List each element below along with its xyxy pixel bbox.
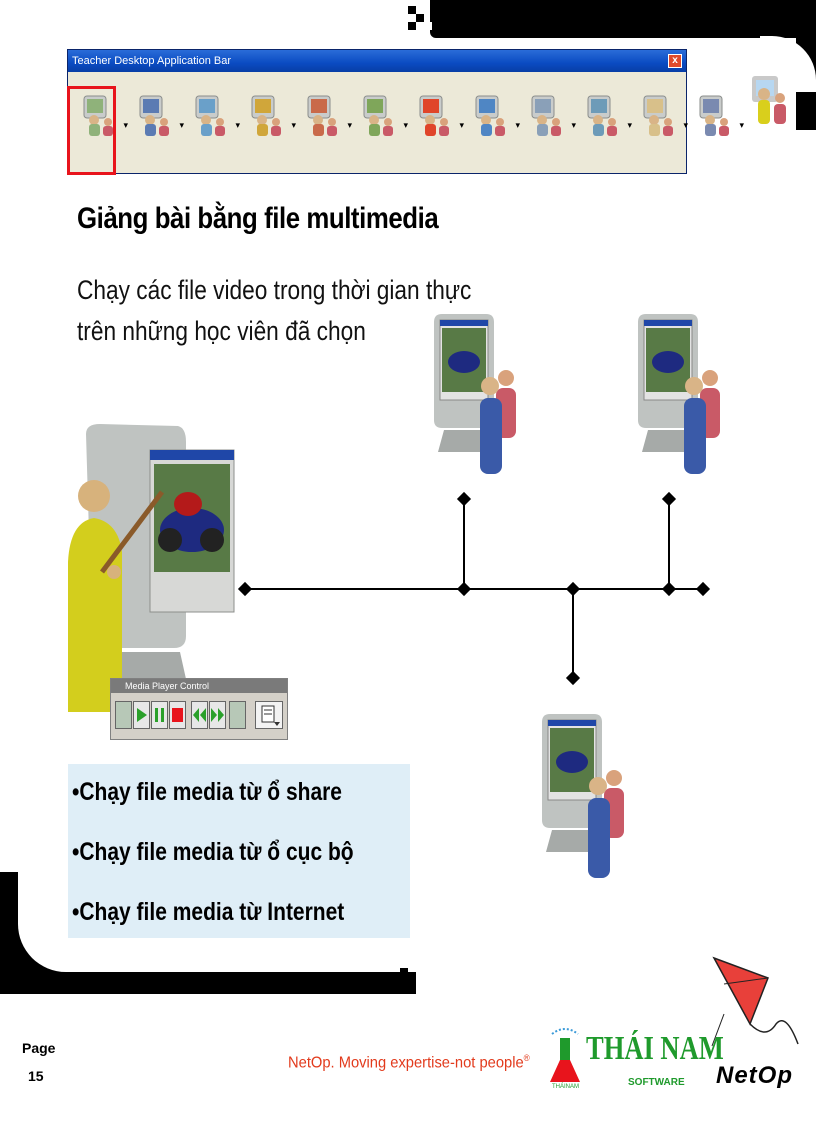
teach-icon[interactable]: ▾ <box>242 86 298 148</box>
page-label: Page <box>22 1040 56 1056</box>
netop-kite-icon <box>706 954 806 1064</box>
slogan-text: NetOp. Moving expertise-not people <box>288 1054 524 1072</box>
network-icon[interactable]: ▾ <box>690 86 746 148</box>
network-node <box>566 671 580 685</box>
monitor-view-icon[interactable]: ▾ <box>578 86 634 148</box>
media-player-title: Media Player Control <box>111 679 287 693</box>
media-play-button[interactable] <box>133 701 150 729</box>
student-computer-1 <box>430 312 520 474</box>
network-link-1 <box>463 499 465 589</box>
toolbar-icon-row <box>74 86 746 148</box>
media-playlist-icon[interactable] <box>255 701 283 729</box>
transfer-icon[interactable]: ▾ <box>466 86 522 148</box>
page-number: 15 <box>28 1068 44 1084</box>
media-forward-button[interactable] <box>209 701 226 729</box>
network-node <box>662 582 676 596</box>
netop-slogan <box>288 1053 530 1072</box>
students-corner-icon <box>750 72 794 126</box>
network-link-3 <box>572 589 574 678</box>
teacher-present-icon[interactable]: ▾ <box>74 86 130 148</box>
slide-heading: Giảng bài bằng file multimedia <box>77 202 439 235</box>
media-rewind-button[interactable] <box>191 701 208 729</box>
users-icon[interactable]: ▾ <box>298 86 354 148</box>
media-stop-button[interactable] <box>169 701 186 729</box>
thainam-brand: THÁI NAM <box>586 1030 724 1067</box>
network-bus-line <box>245 588 703 590</box>
network-node <box>662 492 676 506</box>
media-eject-icon[interactable] <box>115 701 132 729</box>
monitor-icon[interactable]: ▾ <box>186 86 242 148</box>
network-node <box>457 582 471 596</box>
top-frame-bar <box>430 0 816 38</box>
network-node <box>457 492 471 506</box>
group-icon[interactable]: ▾ <box>130 86 186 148</box>
bullet-item: •Chạy file media từ ổ share <box>72 778 342 806</box>
description-line-1: Chạy các file video trong thời gian thực <box>77 275 472 305</box>
thainam-logo-icon <box>548 1024 582 1084</box>
bullet-item: •Chạy file media từ Internet <box>72 898 345 926</box>
media-users-icon[interactable] <box>229 701 246 729</box>
description-line-2: trên những học viên đã chọn <box>77 316 366 346</box>
network-node <box>566 582 580 596</box>
bullet-item: •Chạy file media từ ổ cục bộ <box>72 838 354 866</box>
thainam-software-label: SOFTWARE <box>628 1077 685 1088</box>
media-player-control <box>110 678 288 740</box>
thainam-small-label: THÁINAM <box>552 1084 579 1090</box>
grid-icon[interactable]: ▾ <box>354 86 410 148</box>
student-computer-2 <box>634 312 724 474</box>
student-computer-3 <box>538 712 628 878</box>
toolbar-close-button[interactable]: x <box>668 54 682 68</box>
teacher-toolbar-window <box>67 49 744 174</box>
network-node <box>696 582 710 596</box>
teacher-computer-illustration <box>66 422 246 712</box>
selected-tool-highlight <box>67 86 116 175</box>
clipboard-icon[interactable]: ▾ <box>634 86 690 148</box>
power-icon[interactable]: ▾ <box>410 86 466 148</box>
slide-description <box>77 270 471 352</box>
form-icon[interactable]: ▾ <box>522 86 578 148</box>
network-link-2 <box>668 499 670 589</box>
netop-logo-text: NetOp <box>716 1062 793 1089</box>
toolbar-title: Teacher Desktop Application Bar <box>68 50 686 72</box>
feature-bullet-box <box>68 764 410 938</box>
media-pause-button[interactable] <box>151 701 168 729</box>
slogan-registered-mark: ® <box>523 1053 530 1063</box>
